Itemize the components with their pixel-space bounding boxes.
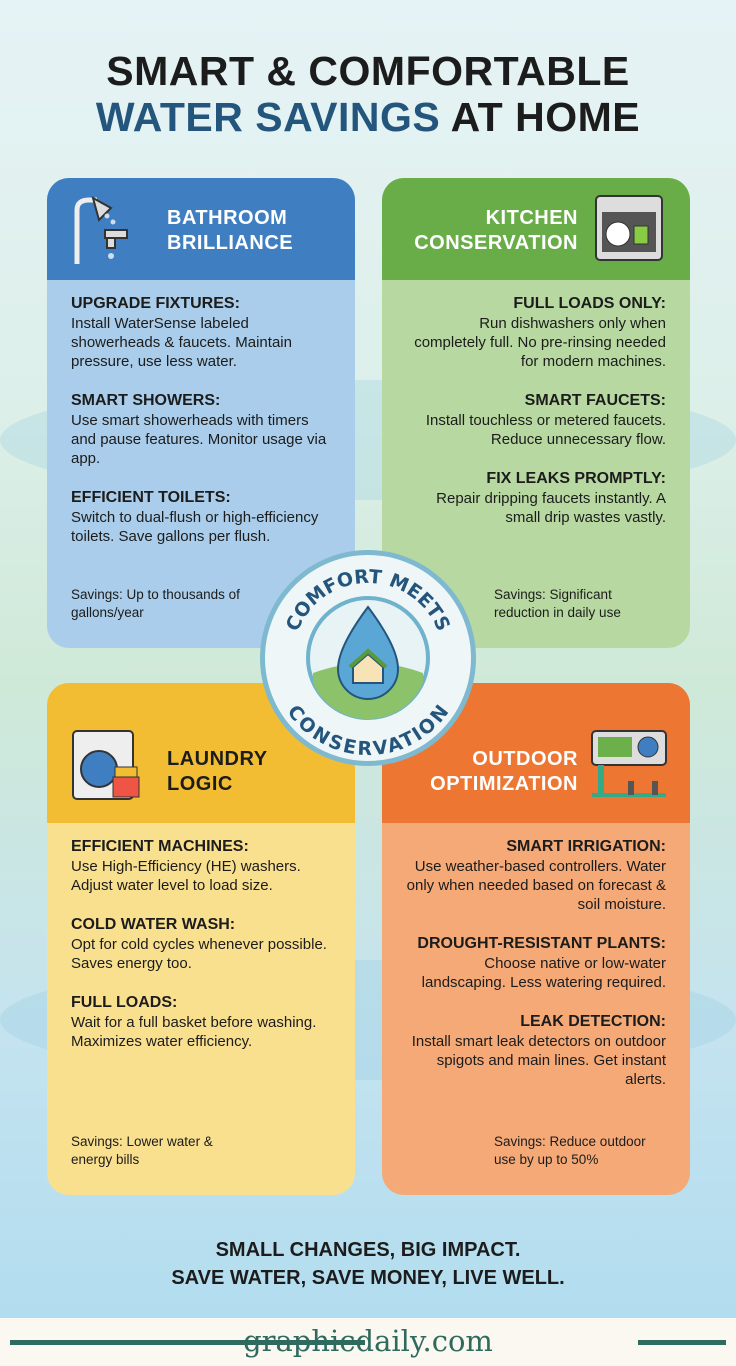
tip-heading: SMART SHOWERS: bbox=[71, 392, 221, 409]
tip-section bbox=[406, 469, 666, 527]
card-body bbox=[47, 280, 355, 580]
tip-text: Run dishwashers only when completely full. No pre-rinsing needed for modern machines. bbox=[414, 315, 666, 370]
tip-heading: LEAK DETECTION: bbox=[520, 1013, 666, 1030]
tip-text: Install smart leak detectors on outdoor spigots and main lines. Get instant alerts. bbox=[411, 1033, 666, 1088]
tip-heading: FIX LEAKS PROMPTLY: bbox=[486, 470, 666, 487]
tip-text: Use smart showerheads with timers and pause features. Monitor usage via app. bbox=[71, 412, 327, 467]
tip-section bbox=[71, 391, 331, 468]
water-drop-house-icon bbox=[265, 555, 471, 761]
shower-faucet-icon bbox=[67, 192, 141, 266]
tip-section bbox=[71, 294, 331, 371]
tagline-line-1: SMALL CHANGES, BIG IMPACT. bbox=[215, 1239, 521, 1261]
card-title-line: BATHROOM bbox=[167, 207, 288, 229]
savings-note: Savings: Lower water & energy bills bbox=[71, 1134, 213, 1167]
tip-section bbox=[406, 934, 666, 992]
tip-heading: SMART FAUCETS: bbox=[524, 392, 666, 409]
tip-text: Switch to dual-flush or high-efficiency toilets. Save gallons per flush. bbox=[71, 509, 319, 545]
tip-section bbox=[406, 1012, 666, 1089]
tip-text: Choose native or low-water landscaping. Less watering required. bbox=[421, 955, 666, 991]
footer-brand[interactable]: graphicdaily.com bbox=[243, 1324, 493, 1358]
tip-text: Use High-Efficiency (HE) washers. Adjust water level to load size. bbox=[71, 858, 301, 894]
tip-text: Opt for cold cycles whenever possible. Saves energy too. bbox=[71, 936, 327, 972]
tip-heading: COLD WATER WASH: bbox=[71, 916, 236, 933]
card-header bbox=[47, 178, 355, 280]
card-header bbox=[382, 178, 690, 280]
title-line-2 bbox=[0, 94, 736, 140]
savings-note: Savings: Up to thousands of gallons/year bbox=[71, 587, 240, 620]
title-line-1: SMART & COMFORTABLE bbox=[106, 48, 630, 94]
tip-section bbox=[71, 837, 331, 895]
washing-machine-icon bbox=[69, 727, 143, 801]
tip-section bbox=[406, 837, 666, 914]
card-title-line: LOGIC bbox=[167, 773, 233, 795]
comfort-conservation-badge bbox=[260, 550, 476, 766]
card-title bbox=[167, 747, 268, 797]
badge-text-top: COMFORT MEETS bbox=[281, 565, 455, 635]
title-accent: WATER SAVINGS bbox=[95, 94, 441, 140]
tip-heading: FULL LOADS ONLY: bbox=[513, 295, 666, 312]
dishwasher-icon bbox=[592, 192, 666, 266]
card-body bbox=[47, 823, 355, 1085]
card-title bbox=[167, 206, 293, 256]
card-title-line: LAUNDRY bbox=[167, 748, 268, 770]
tip-heading: UPGRADE FIXTURES: bbox=[71, 295, 240, 312]
tip-section bbox=[71, 993, 331, 1051]
title-rest: AT HOME bbox=[440, 94, 641, 140]
badge-text-bottom: CONSERVATION bbox=[282, 701, 454, 761]
tip-text: Use weather-based controllers. Water only when needed based on forecast & soil moisture. bbox=[406, 858, 666, 913]
card-body bbox=[382, 823, 690, 1123]
card-title-line: BRILLIANCE bbox=[167, 232, 294, 254]
tip-heading: EFFICIENT TOILETS: bbox=[71, 489, 231, 506]
savings-note: Savings: Significant reduction in daily use bbox=[494, 587, 621, 620]
card-title-line: OUTDOOR bbox=[472, 748, 578, 770]
irrigation-controller-icon bbox=[588, 727, 670, 801]
tip-section bbox=[406, 391, 666, 449]
tip-text: Repair dripping faucets instantly. A small drip wastes vastly. bbox=[436, 490, 666, 526]
card-title bbox=[398, 206, 578, 256]
savings-note: Savings: Reduce outdoor use by up to 50% bbox=[494, 1134, 646, 1167]
tip-section bbox=[406, 294, 666, 371]
card-title-line: CONSERVATION bbox=[414, 232, 578, 254]
tip-heading: EFFICIENT MACHINES: bbox=[71, 838, 249, 855]
footer bbox=[0, 1318, 736, 1366]
tip-text: Install touchless or metered faucets. Reduce unnecessary flow. bbox=[425, 412, 666, 448]
tip-heading: DROUGHT-RESISTANT PLANTS: bbox=[417, 935, 666, 952]
page-title bbox=[0, 48, 736, 140]
card-title-line: KITCHEN bbox=[485, 207, 578, 229]
tagline-line-2: SAVE WATER, SAVE MONEY, LIVE WELL. bbox=[171, 1267, 565, 1289]
tip-text: Install WaterSense labeled showerheads & faucets. Maintain pressure, use less water. bbox=[71, 315, 292, 370]
tip-section bbox=[71, 488, 331, 546]
tip-heading: SMART IRRIGATION: bbox=[506, 838, 666, 855]
tip-section bbox=[71, 915, 331, 973]
card-body bbox=[382, 280, 690, 561]
tagline bbox=[0, 1236, 736, 1292]
card-title-line: OPTIMIZATION bbox=[430, 773, 578, 795]
tip-text: Wait for a full basket before washing. Maximizes water efficiency. bbox=[71, 1014, 317, 1050]
tip-heading: FULL LOADS: bbox=[71, 994, 178, 1011]
